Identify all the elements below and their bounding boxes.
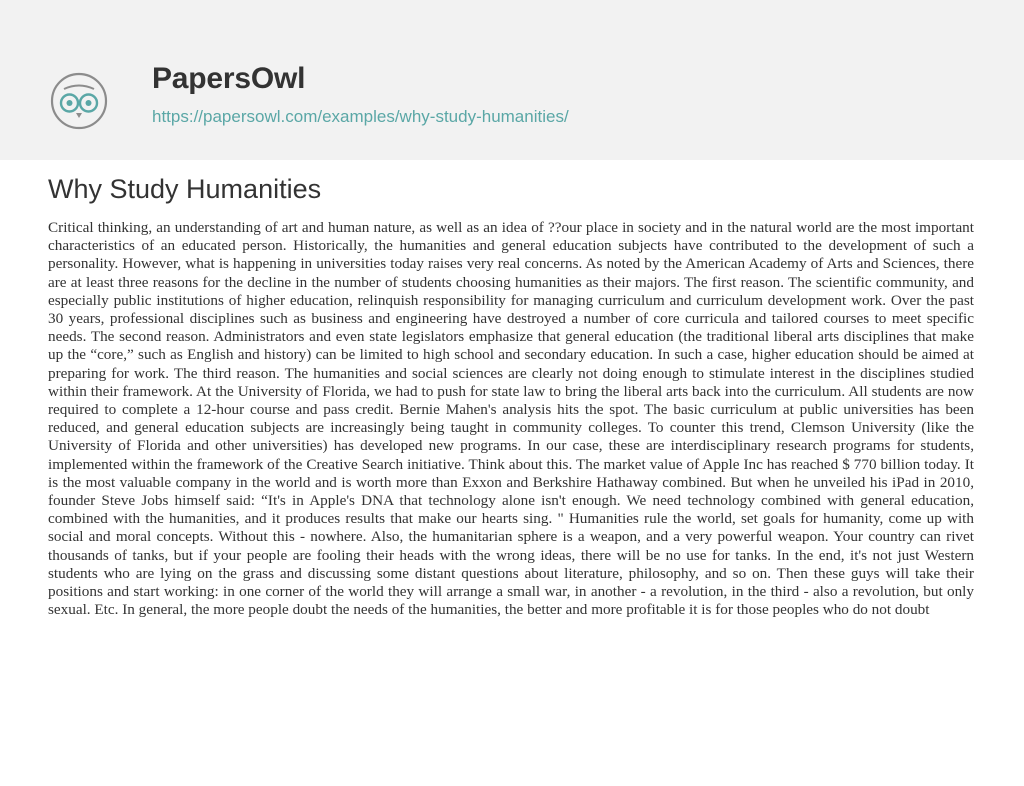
brand-name[interactable]: PapersOwl — [152, 62, 306, 95]
owl-logo-icon[interactable] — [50, 72, 108, 130]
page-title: Why Study Humanities — [48, 174, 322, 204]
page-url-link[interactable]: https://papersowl.com/examples/why-study-humanities/ — [152, 107, 569, 126]
site-header — [0, 0, 1024, 160]
article-body: Critical thinking, an understanding of art and human nature, as well as an idea of ??our place in society and in the natural world are the most important characteristics of an educated person. Historically, the humanities and general education subjects have contributed to the development of such a personality. However, what is happening in universities today raises very real concerns. As noted by the American Academy of Arts and Sciences, there are at least three reasons for the decline in the number of students choosing humanities as their majors. The first reason. The scientific community, and especially public institutions of higher education, relinquish responsibility for managing curriculum and curriculum development work. Over the past 30 years, professional disciplines such as business and engineering have destroyed a number of core curricula and tailored courses to meet specific needs. The second reason. Administrators and even state legislators emphasize that general education (the traditional liberal arts disciplines that make up the “core,” such as English and history) can be limited to high school and secondary education. In such a case, higher education should be aimed at preparing for work. The third reason. The humanities and social sciences are clearly not doing enough to stimulate interest in the disciplines studied within their framework. At the University of Florida, we had to push for state law to bring the liberal arts back into the curriculum. All students are now required to complete a 12-hour course and pass credit. Bernie Mahen's analysis hits the spot. The basic curriculum at public universities has been reduced, and general education subjects are increasingly being taught in community colleges. To counter this trend, Clemson University (like the University of Florida and other universities) has developed new programs. In our case, these are interdisciplinary research programs for students, implemented within the framework of the Creative Search initiative. Think about this. The market value of Apple Inc has reached $ 770 billion today. It is the most valuable company in the world and is worth more than Exxon and Berkshire Hathaway combined. But when he unveiled his iPad in 2010, founder Steve Jobs himself said: “It's in Apple's DNA that technology alone isn't enough. We need technology combined with general education, combined with the humanities, and it produces results that make our hearts sing. " Humanities rule the world, set goals for humanity, come up with social and moral concepts. Without this - nowhere. Also, the humanitarian sphere is a weapon, and a very powerful weapon. Your country can rivet thousands of tanks, but if your people are fooling their heads with the wrong ideas, there will be no use for tanks. In the end, it's not just Western students who are lying on the grass and discussing some distant questions about literature, philosophy, and so on. Then these guys will take their positions and start working: in one corner of the world they will arrange a small war, in another - a revolution, in the third - also a revolution, but only sexual. Etc. In general, the more people doubt the needs of the humanities, the better and more profitable it is for those peoples who do not doubt — [48, 219, 974, 619]
